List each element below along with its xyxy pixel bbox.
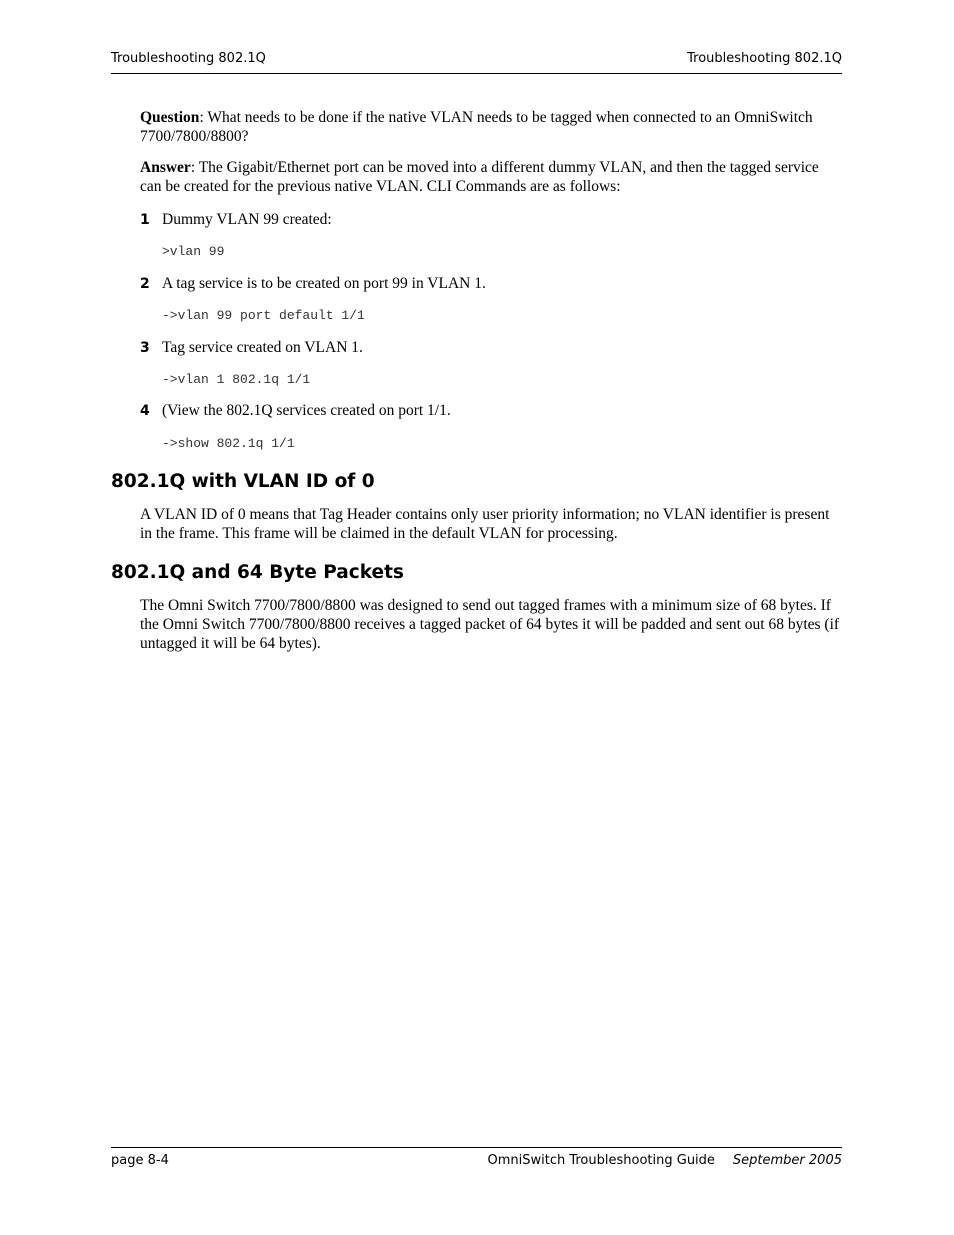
step-4 (140, 401, 840, 421)
step-4-code: ->show 802.1q 1/1 (162, 436, 295, 451)
answer-label: Answer (140, 159, 191, 176)
guide-title: OmniSwitch Troubleshooting Guide (487, 1153, 715, 1168)
page-footer (111, 1147, 842, 1178)
answer-paragraph (140, 158, 840, 196)
step-text: (View the 802.1Q services created on port 1/1. (162, 402, 451, 419)
step-number: 4 (140, 403, 150, 419)
step-text: Tag service created on VLAN 1. (162, 339, 363, 356)
step-3-code: ->vlan 1 802.1q 1/1 (162, 372, 311, 387)
answer-text: : The Gigabit/Ethernet port can be moved into a different dummy VLAN, and then the tagged service can be created for the previous native VLAN. CLI Commands are as follows: (140, 159, 819, 195)
step-text: A tag service is to be created on port 99 in VLAN 1. (162, 275, 486, 292)
publication-date: September 2005 (732, 1153, 842, 1168)
section-heading-vlan-id-0: 802.1Q with VLAN ID of 0 (111, 471, 375, 492)
step-2 (140, 274, 840, 294)
step-2-code: ->vlan 99 port default 1/1 (162, 308, 365, 323)
section-body-64-byte: The Omni Switch 7700/7800/8800 was designed to send out tagged frames with a minimum size of 68 bytes. If the Omni Switch 7700/7800/8800 receives a tagged packet of 64 bytes it will be padded and sent out 68 bytes (if untagged it will be 64 bytes). (140, 597, 840, 652)
section-body-vlan-id-0: A VLAN ID of 0 means that Tag Header contains only user priority information; no VLAN identifier is present in the frame. This frame will be claimed in the default VLAN for processing. (140, 506, 830, 542)
footer-right (487, 1153, 842, 1168)
step-1-code: >vlan 99 (162, 244, 225, 259)
page-number: page 8-4 (111, 1153, 169, 1168)
section-heading-64-byte: 802.1Q and 64 Byte Packets (111, 562, 404, 583)
step-number: 2 (140, 276, 150, 292)
question-paragraph (140, 108, 840, 146)
header-right-title: Troubleshooting 802.1Q (687, 51, 842, 66)
question-text: : What needs to be done if the native VLAN needs to be tagged when connected to an OmniSwitch 7700/7800/8800? (140, 109, 813, 145)
page-header (111, 51, 842, 74)
step-number: 1 (140, 212, 150, 228)
step-1 (140, 210, 840, 230)
step-3 (140, 338, 840, 358)
step-text: Dummy VLAN 99 created: (162, 211, 332, 228)
header-left-title: Troubleshooting 802.1Q (111, 51, 266, 66)
step-number: 3 (140, 340, 150, 356)
question-label: Question (140, 109, 200, 126)
